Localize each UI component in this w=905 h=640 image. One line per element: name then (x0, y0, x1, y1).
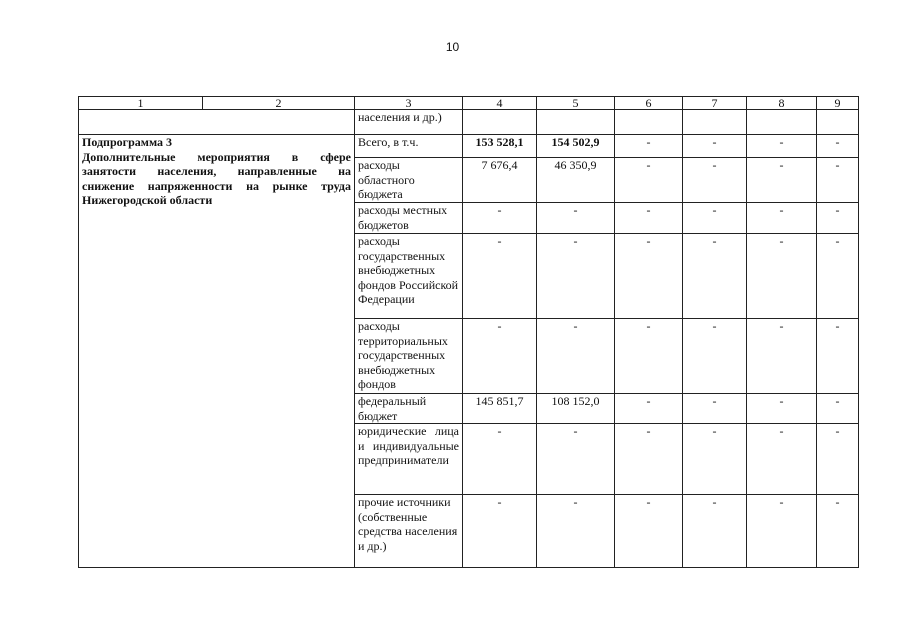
column-number-2: 2 (203, 97, 355, 110)
funding-source-cell: юридические лица и индивидуальные предприниматели (355, 424, 463, 495)
value-cell: - (463, 424, 537, 495)
funding-source-cell: расходы государственных внебюджетных фондов Российской Федерации (355, 234, 463, 319)
value-cell: - (537, 495, 615, 568)
value-cell: - (615, 234, 683, 319)
continuation-empty-cell (79, 110, 355, 135)
value-cell: 108 152,0 (537, 394, 615, 424)
value-cell: - (615, 394, 683, 424)
continuation-row (79, 110, 859, 135)
column-number-7: 7 (683, 97, 747, 110)
subprogram-title: Подпрограмма 3 (82, 135, 173, 149)
value-cell: - (817, 424, 859, 495)
value-cell: - (683, 135, 747, 158)
subprogram-description: Дополнительные мероприятия в сфере занятости населения, направленные на снижение напряженности на рынке труда Нижегородской области (82, 149, 351, 207)
funding-source-cell: расходы местных бюджетов (355, 203, 463, 234)
value-cell: - (817, 495, 859, 568)
value-cell: - (615, 319, 683, 394)
value-cell: 46 350,9 (537, 158, 615, 203)
column-number-1: 1 (79, 97, 203, 110)
subprogram-cell (79, 135, 355, 568)
value-cell: - (747, 158, 817, 203)
value-cell: - (747, 424, 817, 495)
value-cell: - (747, 234, 817, 319)
funding-source-cell: федеральный бюджет (355, 394, 463, 424)
column-number-5: 5 (537, 97, 615, 110)
page-number: 10 (445, 40, 460, 54)
value-cell: 153 528,1 (463, 135, 537, 158)
value-cell: - (817, 319, 859, 394)
continuation-value-cell (747, 110, 817, 135)
table-row-total (79, 135, 859, 158)
value-cell: - (463, 234, 537, 319)
budget-table (78, 96, 859, 568)
value-cell: - (747, 135, 817, 158)
funding-source-cell: расходы областного бюджета (355, 158, 463, 203)
value-cell: - (817, 135, 859, 158)
value-cell: 145 851,7 (463, 394, 537, 424)
value-cell: - (537, 203, 615, 234)
value-cell: - (817, 203, 859, 234)
value-cell: 7 676,4 (463, 158, 537, 203)
value-cell: - (615, 203, 683, 234)
value-cell: - (463, 203, 537, 234)
column-number-row (79, 97, 859, 110)
value-cell: - (463, 319, 537, 394)
value-cell: - (817, 158, 859, 203)
column-number-6: 6 (615, 97, 683, 110)
continuation-value-cell (817, 110, 859, 135)
value-cell: - (817, 394, 859, 424)
value-cell: - (817, 234, 859, 319)
continuation-value-cell (683, 110, 747, 135)
value-cell: - (683, 158, 747, 203)
value-cell: - (537, 234, 615, 319)
value-cell: - (615, 424, 683, 495)
column-number-9: 9 (817, 97, 859, 110)
value-cell: - (747, 495, 817, 568)
column-number-4: 4 (463, 97, 537, 110)
funding-source-cell: Всего, в т.ч. (355, 135, 463, 158)
continuation-value-cell (537, 110, 615, 135)
value-cell: - (537, 319, 615, 394)
value-cell: - (615, 158, 683, 203)
value-cell: - (537, 424, 615, 495)
value-cell: 154 502,9 (537, 135, 615, 158)
continuation-source-cell: населения и др.) (355, 110, 463, 135)
value-cell: - (683, 495, 747, 568)
funding-source-cell: расходы территориальных государственных внебюджетных фондов (355, 319, 463, 394)
value-cell: - (615, 495, 683, 568)
value-cell: - (683, 234, 747, 319)
value-cell: - (463, 495, 537, 568)
value-cell: - (615, 135, 683, 158)
value-cell: - (683, 424, 747, 495)
value-cell: - (683, 319, 747, 394)
funding-source-cell: прочие источники (собственные средства населения и др.) (355, 495, 463, 568)
column-number-8: 8 (747, 97, 817, 110)
value-cell: - (747, 203, 817, 234)
continuation-value-cell (463, 110, 537, 135)
value-cell: - (683, 203, 747, 234)
value-cell: - (747, 319, 817, 394)
continuation-value-cell (615, 110, 683, 135)
column-number-3: 3 (355, 97, 463, 110)
value-cell: - (683, 394, 747, 424)
value-cell: - (747, 394, 817, 424)
